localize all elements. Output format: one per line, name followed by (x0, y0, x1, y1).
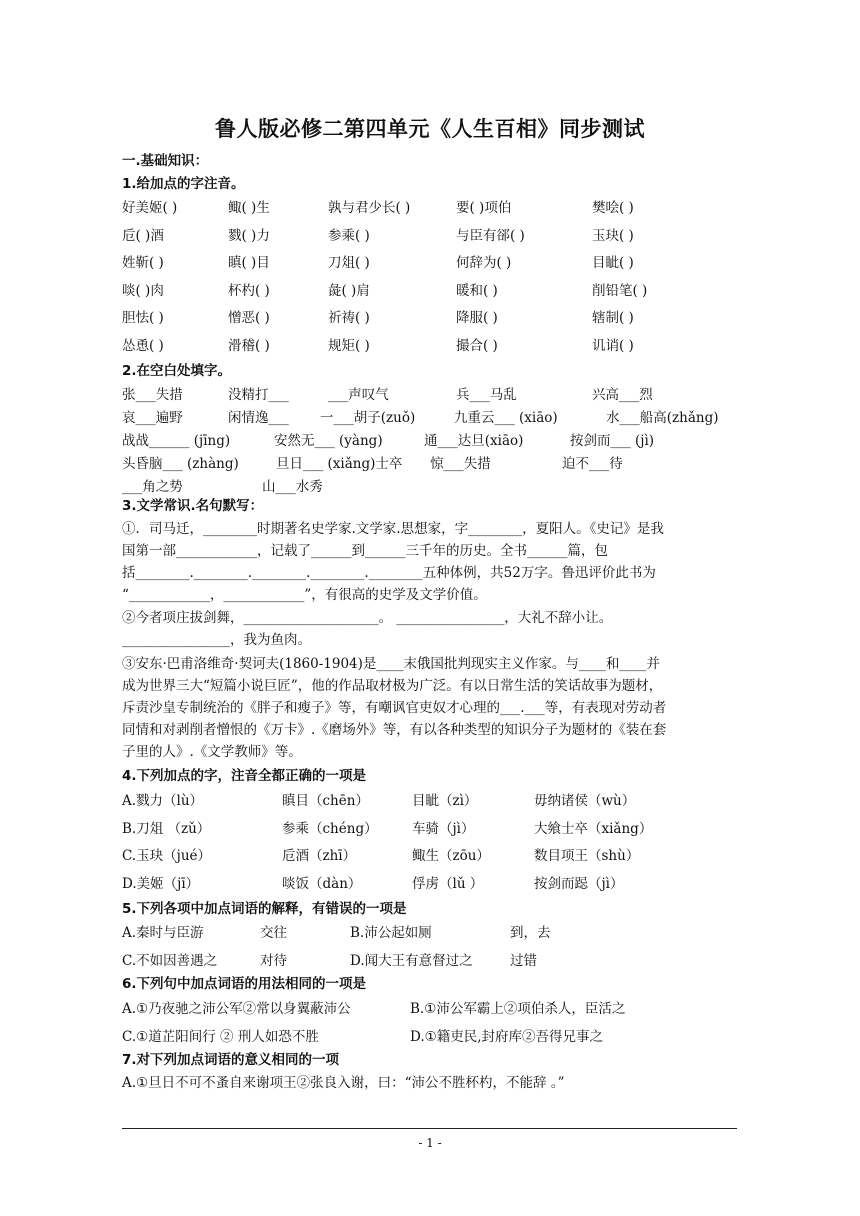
q1-item: 与臣有郤( ) (456, 227, 525, 244)
q3-p1-line: ①．司马迁，________时期著名史学家.文学家.思想家，字________，夏阳人。《史记》是我 (122, 521, 664, 537)
q3-p3-line: 斥责沙皇专制统治的《胖子和瘦子》等，有嘲讽官吏奴才心理的___.___等，有表现对劳动者 (122, 700, 667, 716)
q4-item: A.戮力（lù） (122, 793, 204, 809)
question-3-heading: 3.文学常识.名句默写： (122, 498, 264, 514)
q1-row (122, 251, 742, 271)
q1-item: 憎恶( ) (228, 310, 270, 326)
q5-item: A.秦时与臣游 (122, 925, 204, 941)
q4-item: 参乘（chéng） (282, 820, 378, 837)
q1-item: 卮( )酒 (122, 227, 164, 244)
q4-item: 数目项王（shù） (534, 848, 640, 864)
q2-item: 山___水秀 (262, 479, 323, 495)
q4-item: 啖饭（dàn） (282, 875, 362, 892)
question-3-paragraph-3 (122, 653, 742, 763)
q1-item: 撮合( ) (456, 337, 498, 354)
q4-item: 俘虏（lǔ ） (412, 875, 484, 892)
question-7-heading: 7.对下列加点词语的意义相同的一项 (122, 1052, 340, 1068)
q1-item: 目眦( ) (592, 255, 634, 271)
question-4-heading: 4.下列加点的字，注音全都正确的一项是 (122, 768, 367, 784)
q1-item: 胆怯( ) (122, 310, 164, 326)
q5-item: B.沛公起如厕 (350, 925, 432, 941)
q1-item: 姓靳( ) (122, 255, 164, 271)
q2-item: 迫不___待 (562, 456, 623, 472)
q3-p3-line: 子里的人》.《文学教师》等。 (122, 744, 302, 760)
q3-p1-line: 括________.________.________.________.________五种体例，共52万字。鲁迅评价此书为 (122, 565, 656, 581)
q3-p3-line: 同情和对剥削者憎恨的《万卡》.《磨场外》等，有以各种类型的知识分子为题材的《装在套 (122, 722, 667, 738)
q5-item: 交往 (260, 925, 287, 941)
q1-item: 啖( )肉 (122, 282, 164, 299)
q1-item: 规矩( ) (328, 337, 370, 354)
q3-p1-line: “____________，____________”，有很高的史学及文学价值。 (122, 587, 487, 603)
q4-item: 车骑（jì） (412, 820, 475, 837)
q2-item: 九重云___ (xiāo) (454, 410, 558, 426)
page-number: - 1 - (418, 1136, 442, 1150)
q4-item: 大飨士卒（xiǎng） (534, 820, 653, 837)
q4-item: 按剑而跽（jì） (534, 875, 624, 892)
q2-item: 头昏脑___ (zhàng) (122, 456, 239, 472)
q6-item: C.①道芷阳间行 ② 刑人如恐不胜 (122, 1028, 319, 1045)
q1-row (122, 279, 742, 299)
q2-item: 张___失措 (122, 387, 183, 403)
q1-item: 祈祷( ) (328, 310, 370, 326)
q4-item: C.玉玦（jué） (122, 848, 212, 864)
q3-p3-line: 成为世界三大“短篇小说巨匠”，他的作品取材极为广泛。有以日常生活的笑话故事为题材， (122, 678, 663, 694)
q2-item: 战战______ (jīng) (122, 433, 231, 449)
q6-row (122, 997, 742, 1017)
q2-item: 通___达旦(xiāo) (424, 433, 524, 449)
q2-item: 闲情逸___ (228, 410, 289, 426)
q1-item: 瞋( )目 (228, 255, 270, 271)
q1-row (122, 224, 742, 244)
q2-row (122, 452, 742, 472)
question-2-heading: 2.在空白处填字。 (122, 363, 232, 379)
q2-row (122, 475, 742, 495)
section-1-heading: 一.基础知识： (122, 153, 209, 169)
question-6-heading: 6.下列句中加点词语的用法相同的一项是 (122, 976, 367, 992)
q2-item: ___声叹气 (328, 387, 389, 403)
question-3-paragraph-1 (122, 518, 742, 606)
q3-p2-line: ②今者项庄拔剑舞，____________________。 ________________，大礼不辞小让。 (122, 610, 613, 626)
q2-row (122, 406, 742, 426)
q1-item: 戮( )力 (228, 227, 270, 244)
q1-item: 滑稽( ) (228, 337, 270, 354)
q3-p3-line: ③安东·巴甫洛维奇·契诃夫(1860-1904)是____末俄国批判现实主义作家。与____和____并 (122, 656, 660, 672)
q1-row (122, 306, 742, 326)
q1-row (122, 334, 742, 354)
q1-item: 暖和( ) (456, 282, 498, 299)
q4-row (122, 817, 742, 837)
q1-item: 樊哙( ) (592, 200, 634, 216)
q2-row (122, 383, 742, 403)
q4-item: 目眦（zì） (412, 793, 478, 809)
q4-item: 毋纳诸侯（wù） (534, 793, 636, 809)
q1-item: 讥诮( ) (592, 337, 634, 354)
q4-row (122, 789, 742, 809)
q2-item: 哀___遍野 (122, 410, 183, 426)
q1-item: 孰与君少长( ) (328, 200, 411, 216)
q2-item: 没精打___ (228, 387, 289, 403)
q6-item: D.①籍吏民,封府库②吾得兄事之 (410, 1028, 604, 1045)
q4-row (122, 872, 742, 892)
q1-item: 刀俎( ) (328, 255, 370, 271)
q1-item: 削铅笔( ) (592, 282, 648, 299)
q4-row (122, 844, 742, 864)
q2-item: 安然无___ (yàng) (274, 433, 383, 449)
q5-item: 到，去 (510, 925, 551, 941)
q3-p1-line: 国第一部____________，记载了______到______三千年的历史。全书______篇，包 (122, 543, 608, 559)
footer-divider (122, 1128, 737, 1129)
q2-item: 一___胡子(zuǒ) (320, 410, 416, 426)
q5-item: D.闻大王有意督过之 (350, 952, 473, 969)
question-7-option-a: A.①旦日不可不蚤自来谢项王②张良入谢，曰：“沛公不胜杯杓，不能辞 。” (122, 1075, 565, 1091)
q1-row (122, 196, 742, 216)
q5-item: 过错 (510, 952, 537, 969)
question-1-heading: 1.给加点的字注音。 (122, 176, 245, 192)
q1-item: 参乘( ) (328, 227, 370, 244)
q1-item: 杯杓( ) (228, 282, 270, 299)
q2-item: 兵___马乱 (456, 387, 517, 403)
q1-item: 降服( ) (456, 310, 498, 326)
q2-item: ___角之势 (122, 479, 183, 495)
q1-item: 要( )项伯 (456, 200, 512, 216)
q5-item: 对待 (260, 952, 287, 969)
q1-item: 何辞为( ) (456, 255, 512, 271)
q5-row (122, 949, 742, 969)
q1-item: 好美姬( ) (122, 200, 178, 216)
q2-item: 按剑而___ (jì) (570, 433, 655, 449)
q5-row (122, 921, 742, 941)
q3-p2-line: ________________，我为鱼肉。 (122, 632, 311, 648)
q2-item: 旦日___ (xiǎng)士卒 (276, 456, 403, 472)
q5-item: C.不如因善遇之 (122, 952, 218, 969)
q4-item: 瞋目（chēn） (282, 793, 369, 809)
q1-item: 怂恿( ) (122, 337, 164, 354)
q6-row (122, 1025, 742, 1045)
q1-item: 辖制( ) (592, 310, 634, 326)
q2-item: 兴高___烈 (592, 387, 653, 403)
q2-row (122, 429, 742, 449)
q4-item: D.美姬（jī） (122, 875, 200, 892)
q1-item: 彘( )肩 (328, 282, 370, 299)
q1-item: 鲰( )生 (228, 200, 270, 216)
question-3-paragraph-2 (122, 607, 742, 651)
question-5-heading: 5.下列各项中加点词语的解释，有错误的一项是 (122, 901, 407, 917)
document-title: 鲁人版必修二第四单元《人生百相》同步测试 (215, 117, 645, 141)
q2-item: 惊___失措 (430, 456, 491, 472)
q6-item: A.①乃夜驰之沛公军②常以身翼蔽沛公 (122, 1001, 351, 1017)
q1-item: 玉玦( ) (592, 227, 634, 244)
q2-item: 水___船高(zhǎng) (606, 410, 719, 426)
q4-item: 卮酒（zhī） (282, 848, 357, 864)
q4-item: 鲰生（zōu） (412, 848, 490, 864)
q4-item: B.刀俎 （zǔ） (122, 820, 211, 837)
q6-item: B.①沛公军霸上②项伯杀人，臣活之 (410, 1001, 626, 1017)
